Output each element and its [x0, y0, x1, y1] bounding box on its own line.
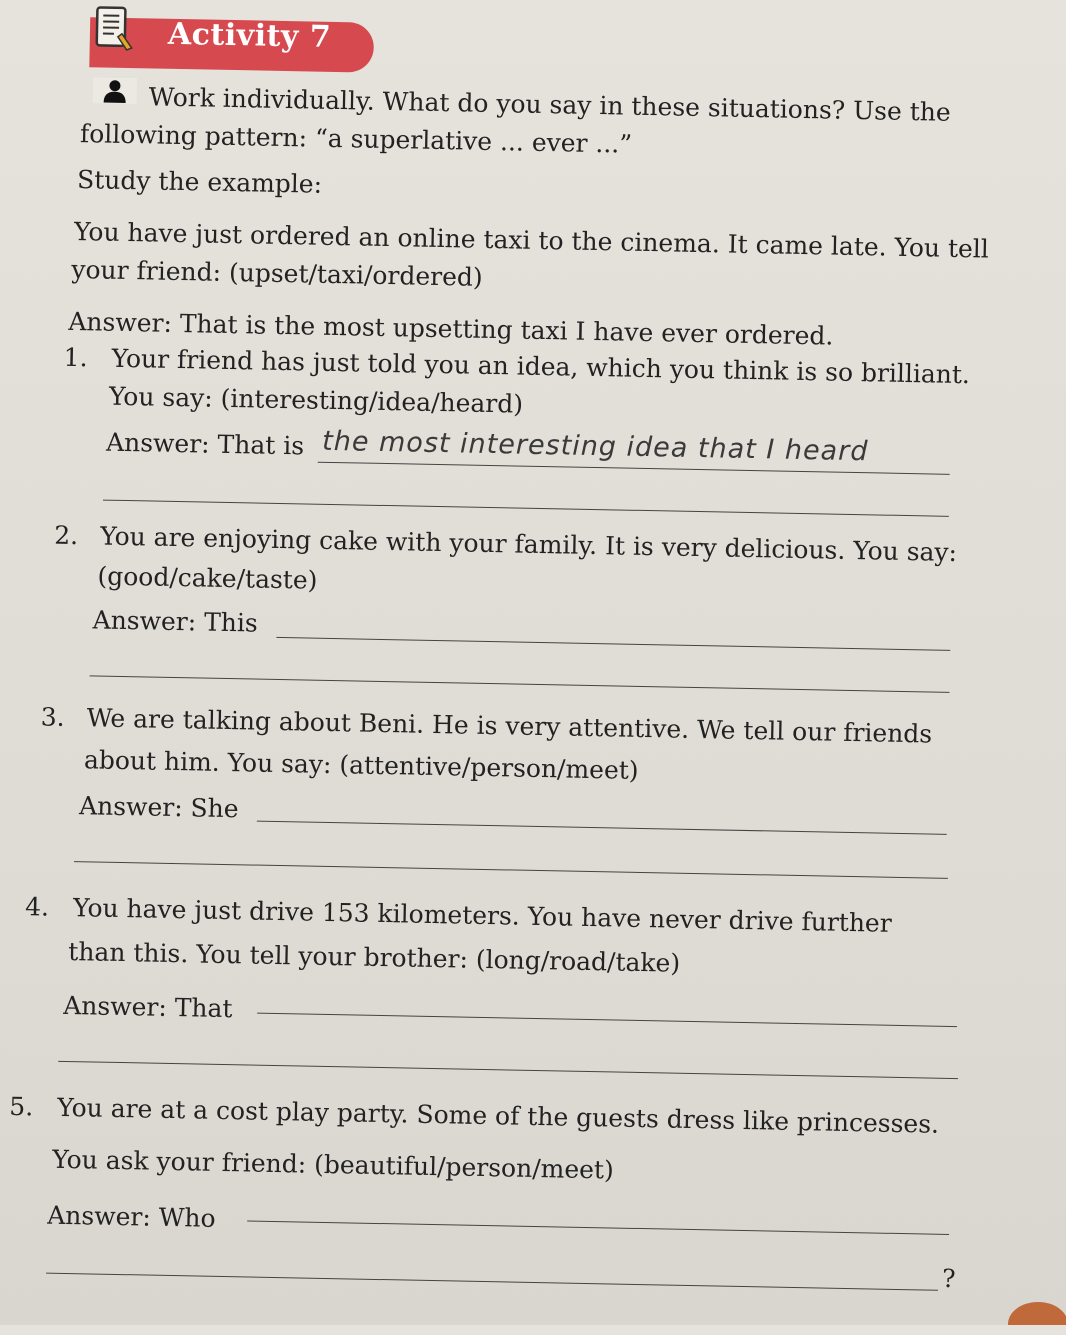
- example-heading: Study the example:: [77, 163, 323, 202]
- question-2-answer-line-1[interactable]: [276, 637, 950, 651]
- example-line-1: You have just ordered an online taxi to the cinema. It came late. You tell: [74, 215, 989, 267]
- question-5-line-2: You ask your friend: (beautiful/person/meet): [52, 1143, 614, 1188]
- question-3-number: 3.: [41, 702, 65, 731]
- example-answer: Answer: That is the most upsetting taxi I have ever ordered.: [68, 305, 834, 354]
- question-1-answer-line-2[interactable]: [103, 500, 949, 517]
- question-3-line-2: about him. You say: (attentive/person/meet): [84, 743, 639, 788]
- question-3-line-1: We are talking about Beni. He is very attentive. We tell our friends: [86, 701, 932, 751]
- example-line-2: your friend: (upset/taxi/ordered): [71, 253, 483, 295]
- question-4-answer-line-1[interactable]: [257, 1013, 957, 1027]
- question-3-answer-prefix: Answer: She: [79, 789, 239, 826]
- question-2-answer-line-2[interactable]: [90, 675, 950, 693]
- question-5-line-1: You are at a cost play party. Some of the guests dress like princesses.: [57, 1091, 939, 1142]
- page-corner-decoration: [990, 1290, 1066, 1325]
- question-3-answer-line-2[interactable]: [74, 861, 948, 879]
- question-5-answer-line-1[interactable]: [247, 1220, 949, 1234]
- question-4-number: 4.: [25, 892, 49, 921]
- question-1-line-1: Your friend has just told you an idea, which you think is so brilliant.: [111, 342, 970, 392]
- question-2-line-1: You are enjoying cake with your family. It is very delicious. You say:: [100, 520, 957, 570]
- individual-work-icon: [93, 77, 137, 104]
- question-3-answer-line-1[interactable]: [257, 821, 947, 835]
- question-2-answer-prefix: Answer: This: [92, 603, 258, 640]
- question-1-line-2: You say: (interesting/idea/heard): [109, 380, 524, 422]
- question-5-answer-line-2[interactable]: [46, 1273, 938, 1291]
- question-4-line-1: You have just drive 153 kilometers. You have never drive further: [73, 891, 892, 941]
- instruction-line-2: following pattern: “a superlative ... ever ...”: [80, 117, 633, 162]
- question-2-line-2: (good/cake/taste): [97, 559, 318, 597]
- question-4-answer-prefix: Answer: That: [63, 989, 233, 1026]
- question-2-number: 2.: [54, 521, 78, 550]
- question-5-answer-prefix: Answer: Who: [47, 1199, 216, 1236]
- question-1-answer-prefix: Answer: That is: [106, 426, 305, 464]
- question-1-handwritten-answer: the most interesting idea that I heard: [322, 426, 869, 467]
- question-4-answer-line-2[interactable]: [58, 1061, 958, 1079]
- activity-title: Activity 7: [168, 17, 332, 55]
- question-1-number: 1.: [63, 343, 87, 372]
- question-5-number: 5.: [9, 1092, 33, 1121]
- question-5-question-mark: ?: [942, 1264, 956, 1293]
- question-4-line-2: than this. You tell your brother: (long/road/take): [68, 935, 680, 981]
- instruction-line-1: Work individually. What do you say in these situations? Use the: [148, 80, 951, 129]
- book-icon: [94, 3, 135, 52]
